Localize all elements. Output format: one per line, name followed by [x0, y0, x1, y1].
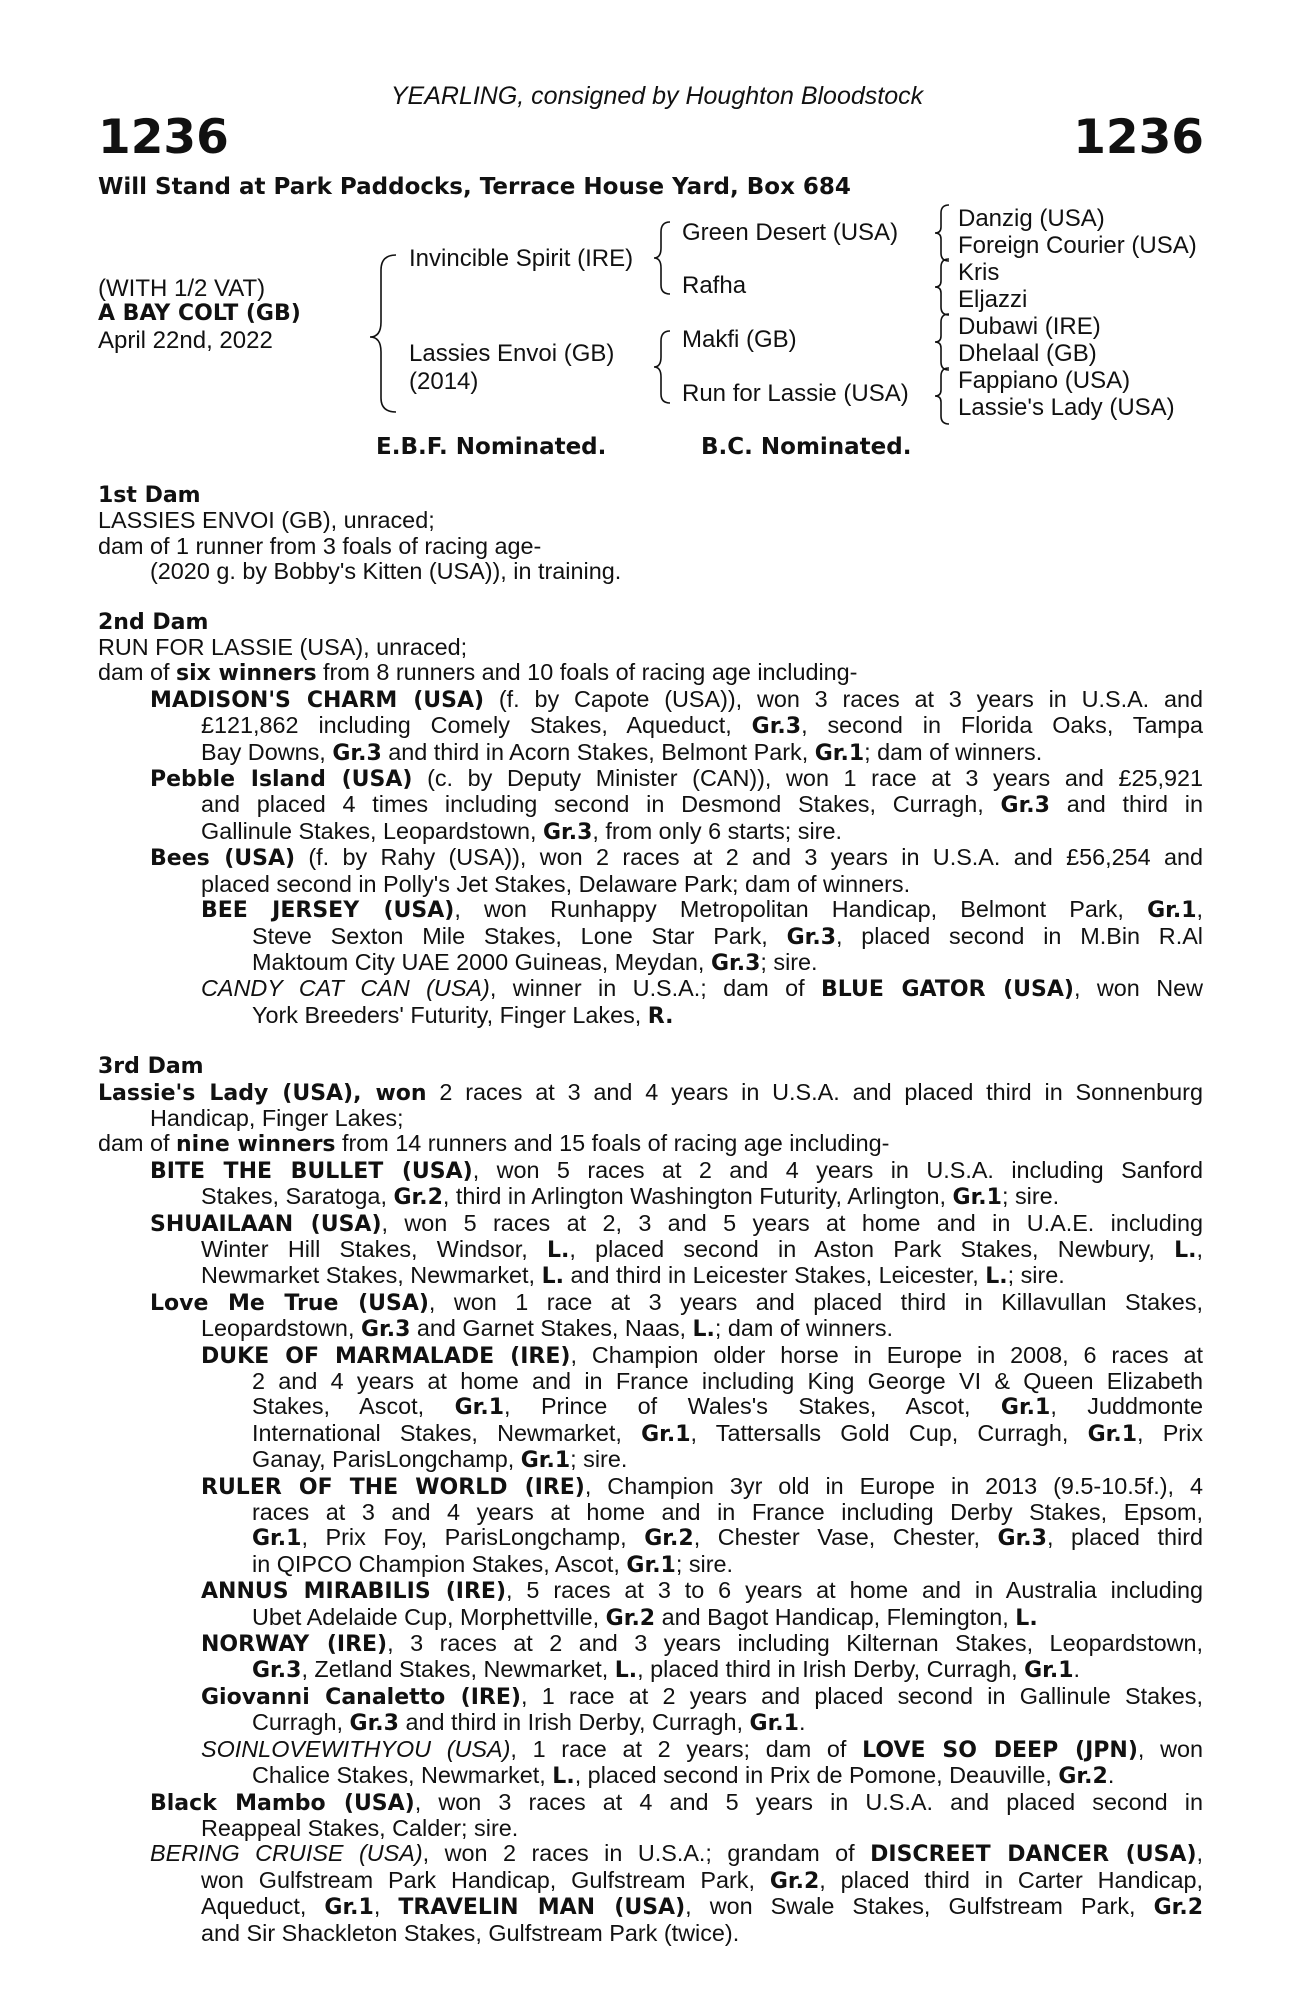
text-segment: Handicap, Finger Lakes;	[150, 1104, 404, 1131]
text-segment: , placed third	[1046, 1524, 1203, 1551]
text-segment: , won	[1137, 1735, 1203, 1762]
lot-number-left: 1236	[98, 110, 229, 165]
bold-text: Gr.1	[749, 1711, 799, 1737]
text-line	[252, 1447, 1203, 1473]
bold-text: L.	[547, 1237, 570, 1263]
text-line	[98, 1080, 1203, 1106]
text-segment: ; dam of winners.	[864, 738, 1043, 765]
text-segment: ; sire.	[1001, 1183, 1060, 1210]
bold-text: Gr.2	[644, 1526, 694, 1552]
bold-text: BEE JERSEY (USA)	[201, 898, 455, 924]
text-segment: , Champion 3yr old in Europe in 2013 (9.5-10.5f.), 4	[584, 1472, 1203, 1499]
bc-nomination: B.C. Nominated.	[701, 434, 912, 460]
text-segment: Leopardstown,	[201, 1315, 361, 1342]
pedigree-g7: Fappiano (USA)	[958, 367, 1131, 394]
bold-text: LOVE SO DEEP (JPN)	[862, 1737, 1138, 1763]
bold-text: L.	[985, 1264, 1008, 1290]
pedigree-dam-year: (2014)	[409, 368, 479, 395]
text-line	[252, 950, 1203, 976]
text-segment: and Garnet Stakes, Naas,	[410, 1315, 693, 1342]
text-segment: ; sire.	[1007, 1262, 1065, 1289]
text-line	[98, 1131, 1203, 1157]
bold-text: L.	[614, 1658, 638, 1684]
text-line	[201, 1237, 1203, 1263]
pedigree-g6: Dhelaal (GB)	[958, 340, 1097, 367]
text-segment: ; sire.	[675, 1550, 734, 1577]
text-segment: , 1 race at 2 years; dam of	[510, 1735, 863, 1762]
text-line	[201, 713, 1203, 739]
bold-text: Gr.3	[786, 924, 837, 950]
bold-text: L.	[541, 1264, 564, 1290]
pedigree-g2: Foreign Courier (USA)	[958, 232, 1197, 259]
bold-text: Gr.3	[1000, 793, 1050, 819]
bold-text: Pebble Island (USA)	[150, 767, 413, 793]
text-line	[150, 1106, 1203, 1131]
bold-text: Gr.1	[1024, 1658, 1074, 1684]
text-line	[252, 1605, 1203, 1631]
italic-text: CANDY CAT CAN (USA)	[201, 975, 490, 1002]
text-segment: , 5 races at 3 to 6 years at home and in Australia including	[506, 1577, 1203, 1604]
text-segment: from 8 runners and 10 foals of racing age including-	[316, 659, 858, 686]
text-segment: and third in Leicester Stakes, Leicester,	[563, 1262, 986, 1289]
bold-text: Gr.3	[349, 1711, 399, 1737]
bold-text: Gr.3	[252, 1658, 302, 1684]
bold-text: Bees (USA)	[150, 846, 296, 872]
bold-text: Gr.3	[542, 819, 593, 845]
section-heading: 2nd Dam	[98, 609, 209, 635]
text-line	[252, 1500, 1203, 1525]
text-segment: .	[798, 1709, 806, 1736]
consignment-line: YEARLING, consigned by Houghton Bloodstock	[390, 82, 924, 110]
text-segment: ,	[373, 1893, 399, 1920]
text-segment: placed second in Polly's Jet Stakes, Delaware Park; dam of winners.	[201, 870, 911, 897]
text-line	[150, 687, 1203, 713]
text-segment: Ganay, ParisLongchamp,	[252, 1446, 521, 1473]
text-segment: , winner in U.S.A.; dam of	[489, 975, 822, 1002]
text-segment: , won 2 races in U.S.A.; grandam of	[422, 1840, 871, 1867]
bold-text: Gr.1	[252, 1526, 302, 1552]
text-line	[150, 766, 1203, 792]
dam-section	[98, 610, 1203, 1030]
text-line	[252, 1763, 1203, 1789]
text-segment: , placed third in Irish Derby, Curragh,	[637, 1656, 1025, 1683]
bold-text: Gr.2	[605, 1605, 656, 1631]
text-segment: Curragh,	[252, 1709, 350, 1736]
bold-text: Gr.2	[769, 1868, 820, 1894]
bold-text: Gr.1	[952, 1185, 1002, 1211]
text-segment: £121,862 including Comely Stakes, Aqueduct,	[201, 712, 752, 739]
bold-text: Gr.3	[360, 1317, 411, 1343]
text-segment: won Gulfstream Park Handicap, Gulfstream Park,	[201, 1866, 770, 1893]
text-segment: , Prince of Wales's Stakes, Ascot,	[504, 1393, 1001, 1420]
bold-text: NORWAY (IRE)	[201, 1632, 388, 1658]
italic-text: SOINLOVEWITHYOU (USA)	[201, 1735, 511, 1762]
bold-text: Gr.1	[626, 1552, 676, 1578]
pedigree-sire-sire: Green Desert (USA)	[682, 219, 899, 246]
text-segment: , won New	[1073, 975, 1203, 1002]
pedigree-g4: Eljazzi	[958, 286, 1028, 313]
text-segment: Aqueduct,	[201, 1893, 325, 1920]
dam-sections	[98, 483, 1203, 1971]
bold-text: Gr.2	[393, 1185, 443, 1211]
text-line	[150, 1790, 1203, 1816]
text-segment: , Chester Vase, Chester,	[693, 1524, 998, 1551]
bold-text: Gr.3	[997, 1526, 1047, 1552]
text-line	[201, 1631, 1203, 1657]
text-segment: Stakes, Ascot,	[252, 1393, 455, 1420]
text-segment: Ubet Adelaide Cup, Morphettville,	[252, 1603, 606, 1630]
bold-text: Gr.1	[454, 1395, 505, 1421]
bold-text: R.	[647, 1003, 674, 1029]
bold-text: Gr.3	[751, 714, 802, 740]
pedigree-g5: Dubawi (IRE)	[958, 313, 1101, 340]
bold-text: Gr.1	[1147, 898, 1197, 924]
text-line	[252, 1394, 1203, 1420]
text-segment: .	[1073, 1656, 1081, 1683]
text-line	[252, 924, 1203, 950]
bold-text: L.	[692, 1317, 715, 1343]
bold-text: Gr.3	[710, 950, 761, 976]
text-segment: from 14 runners and 15 foals of racing age including-	[335, 1130, 890, 1157]
text-segment: ,	[1196, 896, 1203, 923]
text-segment: , won 3 races at 4 and 5 years in U.S.A. and placed second in	[414, 1788, 1203, 1815]
italic-text: BERING CRUISE (USA)	[150, 1840, 423, 1867]
bold-text: SHUAILAAN (USA)	[150, 1211, 382, 1237]
text-segment: , Tattersalls Gold Cup, Curragh,	[690, 1419, 1088, 1446]
text-segment: and third in	[1049, 791, 1203, 818]
text-segment: , placed third in Carter Handicap,	[819, 1866, 1203, 1893]
text-segment: International Stakes, Newmarket,	[252, 1419, 642, 1446]
text-line	[201, 1921, 1203, 1946]
text-line	[201, 1184, 1203, 1210]
text-segment: and Bagot Handicap, Flemington,	[655, 1603, 1016, 1630]
text-line	[201, 1343, 1203, 1369]
text-line	[201, 1737, 1203, 1763]
pedigree-dam-dam: Run for Lassie (USA)	[682, 380, 909, 407]
pedigree-sire-dam: Rafha	[682, 272, 747, 299]
text-segment: , placed second in M.Bin R.Al	[836, 922, 1203, 949]
bold-text: Giovanni Canaletto (IRE)	[201, 1684, 521, 1710]
text-segment: ; dam of winners.	[714, 1315, 894, 1342]
text-segment: (2020 g. by Bobby's Kitten (USA)), in training.	[150, 558, 622, 585]
text-line	[201, 740, 1203, 766]
text-line	[201, 1578, 1203, 1604]
foaling-date: April 22nd, 2022	[98, 327, 273, 354]
text-line	[252, 1657, 1203, 1683]
text-line	[252, 1525, 1203, 1551]
text-line	[201, 1263, 1203, 1289]
text-segment: (f. by Capote (USA)), won 3 races at 3 years in U.S.A. and	[484, 685, 1203, 712]
ebf-nomination: E.B.F. Nominated.	[376, 434, 607, 460]
text-segment: York Breeders' Futurity, Finger Lakes,	[252, 1001, 648, 1028]
text-segment: , from only 6 starts; sire.	[592, 817, 842, 844]
stand-location: Will Stand at Park Paddocks, Terrace House Yard, Box 684	[98, 174, 851, 200]
bold-text: Gr.1	[641, 1421, 691, 1447]
bold-text: Gr.1	[1087, 1421, 1138, 1447]
text-line	[201, 1868, 1203, 1894]
bold-text: Lassie's Lady (USA), won	[98, 1080, 427, 1106]
text-line	[150, 1211, 1203, 1237]
text-segment: ,	[1196, 1840, 1203, 1867]
pedigree-sire: Invincible Spirit (IRE)	[409, 245, 634, 272]
text-line	[201, 1894, 1203, 1920]
bold-text: Gr.1	[1000, 1395, 1051, 1421]
text-segment: in QIPCO Champion Stakes, Ascot,	[252, 1550, 627, 1577]
text-segment: , 3 races at 2 and 3 years including Kilternan Stakes, Leopardstown,	[387, 1630, 1204, 1657]
dam-section	[98, 1054, 1203, 1946]
bold-text: Gr.1	[520, 1448, 571, 1474]
text-line	[201, 1816, 1203, 1841]
text-line	[201, 1684, 1203, 1710]
text-line	[150, 559, 1203, 584]
text-segment: and placed 4 times including second in Desmond Stakes, Curragh,	[201, 791, 1001, 818]
text-line	[201, 976, 1203, 1002]
bold-text: RULER OF THE WORLD (IRE)	[201, 1474, 585, 1500]
text-line	[201, 792, 1203, 818]
vat-note: (WITH 1/2 VAT)	[98, 275, 266, 302]
pedigree-g8: Lassie's Lady (USA)	[958, 394, 1175, 421]
section-heading: 1st Dam	[98, 483, 201, 508]
section-heading: 3rd Dam	[98, 1054, 204, 1080]
text-segment: 2 races at 3 and 4 years in U.S.A. and placed third in Sonnenburg	[426, 1078, 1203, 1105]
text-segment: , won 1 race at 3 years and placed third in Killavullan Stakes,	[428, 1288, 1203, 1315]
text-segment: RUN FOR LASSIE (USA), unraced;	[98, 634, 468, 661]
text-segment: Winter Hill Stakes, Windsor,	[201, 1235, 548, 1262]
pedigree-g3: Kris	[958, 259, 1000, 286]
dam-section	[98, 483, 1203, 585]
bold-text: MADISON'S CHARM (USA)	[150, 687, 485, 713]
text-segment: and third in Irish Derby, Curragh,	[398, 1709, 750, 1736]
text-segment: ,	[1196, 1235, 1203, 1262]
text-segment: .	[1107, 1762, 1115, 1789]
text-segment: , won 5 races at 2 and 4 years in U.S.A. including Sanford	[472, 1156, 1203, 1183]
text-segment: , won 5 races at 2, 3 and 5 years at home and in U.A.E. including	[381, 1209, 1203, 1236]
text-segment: , won Runhappy Metropolitan Handicap, Belmont Park,	[454, 896, 1148, 923]
text-segment: (c. by Deputy Minister (CAN)), won 1 race at 3 years and £25,921	[412, 765, 1204, 792]
text-line	[201, 1316, 1203, 1342]
bold-text: L.	[1174, 1237, 1197, 1263]
text-segment: LASSIES ENVOI (GB), unraced;	[98, 507, 435, 534]
bold-text: Gr.1	[814, 740, 865, 766]
text-line	[150, 845, 1203, 871]
text-line	[201, 897, 1203, 923]
bold-text: Gr.2	[1153, 1895, 1204, 1921]
lot-number-right: 1236	[1073, 110, 1204, 165]
text-segment: , placed second in Aston Park Stakes, Newbury,	[569, 1235, 1175, 1262]
text-segment: , Champion older horse in Europe in 2008, 6 races at	[570, 1341, 1203, 1368]
text-segment: dam of	[98, 659, 177, 686]
text-segment: , Zetland Stakes, Newmarket,	[301, 1656, 615, 1683]
bold-text: DISCREET DANCER (USA)	[870, 1842, 1197, 1868]
text-segment: , placed second in Prix de Pomone, Deauville,	[574, 1762, 1059, 1789]
text-line	[252, 1003, 1203, 1029]
text-segment: Stakes, Saratoga,	[201, 1183, 394, 1210]
horse-name: A BAY COLT (GB)	[98, 301, 301, 326]
bold-text: BITE THE BULLET (USA)	[150, 1158, 473, 1184]
text-segment: and Sir Shackleton Stakes, Gulfstream Park (twice).	[201, 1919, 740, 1946]
text-segment: Gallinule Stakes, Leopardstown,	[201, 817, 543, 844]
text-segment: ; sire.	[760, 948, 818, 975]
text-line	[98, 534, 1203, 559]
text-line	[150, 1158, 1203, 1184]
text-segment: races at 3 and 4 years at home and in France including Derby Stakes, Epsom,	[252, 1499, 1203, 1526]
pedigree-g1: Danzig (USA)	[958, 205, 1105, 232]
bold-text: Gr.2	[1058, 1764, 1108, 1790]
text-line	[252, 1710, 1203, 1736]
text-line	[150, 1290, 1203, 1316]
text-line	[252, 1552, 1203, 1578]
text-segment: , third in Arlington Washington Futurity, Arlington,	[442, 1183, 953, 1210]
text-segment: Reappeal Stakes, Calder; sire.	[201, 1814, 519, 1841]
text-line	[201, 872, 1203, 897]
text-segment: , Prix Foy, ParisLongchamp,	[301, 1524, 645, 1551]
text-segment: (f. by Rahy (USA)), won 2 races at 2 and 3 years in U.S.A. and £56,254 and	[295, 844, 1203, 871]
text-line	[201, 819, 1203, 845]
bold-text: BLUE GATOR (USA)	[821, 977, 1074, 1003]
pedigree-dam-sire: Makfi (GB)	[682, 326, 797, 353]
bold-text: L.	[552, 1764, 575, 1790]
text-segment: and third in Acorn Stakes, Belmont Park,	[381, 738, 815, 765]
text-segment: Bay Downs,	[201, 738, 333, 765]
text-segment: Maktoum City UAE 2000 Guineas, Meydan,	[252, 948, 711, 975]
bold-text: Gr.1	[324, 1895, 374, 1921]
bold-text: Gr.3	[332, 740, 382, 766]
text-line	[252, 1369, 1203, 1394]
bold-text: TRAVELIN MAN (USA)	[398, 1895, 686, 1921]
text-segment: , Juddmonte	[1050, 1393, 1203, 1420]
bold-text: DUKE OF MARMALADE (IRE)	[201, 1343, 571, 1369]
text-segment: Newmarket Stakes, Newmarket,	[201, 1262, 542, 1289]
bold-text: six winners	[176, 661, 317, 687]
text-line	[98, 635, 1203, 660]
pedigree-dam: Lassies Envoi (GB)	[409, 340, 615, 367]
text-segment: , Prix	[1137, 1419, 1203, 1446]
text-line	[98, 508, 1203, 533]
text-line	[150, 1841, 1203, 1867]
text-line	[98, 660, 1203, 686]
bold-text: Black Mambo (USA)	[150, 1790, 415, 1816]
text-segment: Steve Sexton Mile Stakes, Lone Star Park,	[252, 922, 787, 949]
text-segment: , 1 race at 2 years and placed second in Gallinule Stakes,	[520, 1682, 1203, 1709]
bold-text: ANNUS MIRABILIS (IRE)	[201, 1579, 506, 1605]
text-segment: 2 and 4 years at home and in France including King George VI & Queen Elizabeth	[252, 1368, 1203, 1394]
text-line	[201, 1474, 1203, 1500]
text-segment: , second in Florida Oaks, Tampa	[801, 712, 1203, 739]
text-segment: Chalice Stakes, Newmarket,	[252, 1762, 553, 1789]
text-segment: ; sire.	[570, 1446, 628, 1473]
text-segment: dam of 1 runner from 3 foals of racing age-	[98, 532, 542, 559]
bold-text: Love Me True (USA)	[150, 1290, 429, 1316]
text-line	[252, 1421, 1203, 1447]
text-segment: dam of	[98, 1130, 177, 1157]
bold-text: nine winners	[176, 1132, 336, 1158]
bold-text: L.	[1015, 1605, 1038, 1631]
text-segment: , won Swale Stakes, Gulfstream Park,	[685, 1893, 1154, 1920]
